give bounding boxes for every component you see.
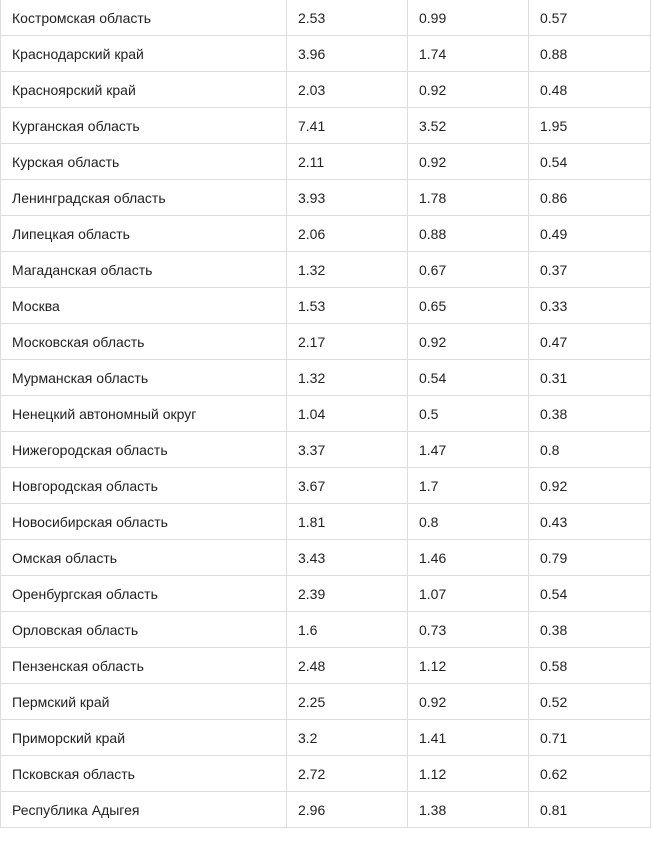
table-row <box>1 396 651 432</box>
region-cell: Липецкая область <box>1 216 287 252</box>
value-cell-2: 0.67 <box>408 252 529 288</box>
value-cell-1: 1.53 <box>287 288 408 324</box>
value-cell-1: 3.67 <box>287 468 408 504</box>
table-row <box>1 576 651 612</box>
value-cell-3: 0.92 <box>529 468 651 504</box>
value-cell-1: 2.53 <box>287 0 408 36</box>
value-cell-3: 0.8 <box>529 432 651 468</box>
region-cell: Краснодарский край <box>1 36 287 72</box>
value-cell-1: 3.37 <box>287 432 408 468</box>
value-cell-1: 7.41 <box>287 108 408 144</box>
value-cell-1: 3.43 <box>287 540 408 576</box>
table-row <box>1 720 651 756</box>
table-row <box>1 324 651 360</box>
value-cell-2: 1.41 <box>408 720 529 756</box>
value-cell-1: 1.32 <box>287 252 408 288</box>
region-cell: Магаданская область <box>1 252 287 288</box>
region-cell: Нижегородская область <box>1 432 287 468</box>
value-cell-1: 1.81 <box>287 504 408 540</box>
region-cell: Орловская область <box>1 612 287 648</box>
table-row <box>1 108 651 144</box>
value-cell-1: 2.06 <box>287 216 408 252</box>
region-cell: Псковская область <box>1 756 287 792</box>
value-cell-2: 0.73 <box>408 612 529 648</box>
value-cell-2: 3.52 <box>408 108 529 144</box>
value-cell-3: 0.88 <box>529 36 651 72</box>
value-cell-1: 2.96 <box>287 792 408 828</box>
value-cell-2: 1.47 <box>408 432 529 468</box>
table-row <box>1 288 651 324</box>
value-cell-2: 1.12 <box>408 648 529 684</box>
value-cell-2: 1.07 <box>408 576 529 612</box>
value-cell-1: 3.96 <box>287 36 408 72</box>
value-cell-3: 0.62 <box>529 756 651 792</box>
value-cell-1: 2.48 <box>287 648 408 684</box>
value-cell-2: 0.5 <box>408 396 529 432</box>
table-row <box>1 144 651 180</box>
region-cell: Оренбургская область <box>1 576 287 612</box>
table-row <box>1 72 651 108</box>
value-cell-3: 0.38 <box>529 396 651 432</box>
value-cell-3: 0.49 <box>529 216 651 252</box>
table-row <box>1 216 651 252</box>
value-cell-2: 0.92 <box>408 324 529 360</box>
value-cell-3: 0.58 <box>529 648 651 684</box>
table-row <box>1 756 651 792</box>
value-cell-1: 2.25 <box>287 684 408 720</box>
value-cell-2: 1.46 <box>408 540 529 576</box>
region-cell: Красноярский край <box>1 72 287 108</box>
region-cell: Новгородская область <box>1 468 287 504</box>
table-row <box>1 504 651 540</box>
value-cell-3: 0.71 <box>529 720 651 756</box>
table-row <box>1 540 651 576</box>
value-cell-3: 0.86 <box>529 180 651 216</box>
value-cell-2: 0.65 <box>408 288 529 324</box>
table-row <box>1 180 651 216</box>
table-row <box>1 252 651 288</box>
table-row <box>1 468 651 504</box>
value-cell-3: 0.37 <box>529 252 651 288</box>
value-cell-2: 1.7 <box>408 468 529 504</box>
value-cell-1: 3.93 <box>287 180 408 216</box>
value-cell-3: 1.95 <box>529 108 651 144</box>
value-cell-1: 1.04 <box>287 396 408 432</box>
table-row <box>1 684 651 720</box>
region-cell: Новосибирская область <box>1 504 287 540</box>
region-cell: Ленинградская область <box>1 180 287 216</box>
value-cell-3: 0.43 <box>529 504 651 540</box>
table-row <box>1 432 651 468</box>
region-cell: Москва <box>1 288 287 324</box>
value-cell-3: 0.47 <box>529 324 651 360</box>
value-cell-1: 2.17 <box>287 324 408 360</box>
value-cell-3: 0.81 <box>529 792 651 828</box>
value-cell-3: 0.57 <box>529 0 651 36</box>
table-row <box>1 648 651 684</box>
value-cell-2: 0.88 <box>408 216 529 252</box>
value-cell-3: 0.79 <box>529 540 651 576</box>
value-cell-3: 0.54 <box>529 576 651 612</box>
region-cell: Пермский край <box>1 684 287 720</box>
value-cell-3: 0.54 <box>529 144 651 180</box>
region-cell: Московская область <box>1 324 287 360</box>
value-cell-1: 2.03 <box>287 72 408 108</box>
region-cell: Ненецкий автономный округ <box>1 396 287 432</box>
value-cell-3: 0.33 <box>529 288 651 324</box>
value-cell-3: 0.52 <box>529 684 651 720</box>
table-row <box>1 36 651 72</box>
table-row <box>1 792 651 828</box>
value-cell-2: 1.38 <box>408 792 529 828</box>
value-cell-2: 1.74 <box>408 36 529 72</box>
value-cell-3: 0.48 <box>529 72 651 108</box>
table-row <box>1 360 651 396</box>
value-cell-1: 1.32 <box>287 360 408 396</box>
value-cell-2: 0.92 <box>408 72 529 108</box>
value-cell-2: 0.8 <box>408 504 529 540</box>
value-cell-3: 0.31 <box>529 360 651 396</box>
value-cell-2: 0.92 <box>408 684 529 720</box>
value-cell-1: 1.6 <box>287 612 408 648</box>
region-cell: Омская область <box>1 540 287 576</box>
value-cell-1: 2.72 <box>287 756 408 792</box>
value-cell-2: 1.12 <box>408 756 529 792</box>
value-cell-1: 2.11 <box>287 144 408 180</box>
value-cell-2: 0.92 <box>408 144 529 180</box>
value-cell-2: 1.78 <box>408 180 529 216</box>
region-cell: Приморский край <box>1 720 287 756</box>
value-cell-2: 0.54 <box>408 360 529 396</box>
table-row <box>1 0 651 36</box>
region-cell: Курская область <box>1 144 287 180</box>
region-cell: Костромская область <box>1 0 287 36</box>
value-cell-1: 2.39 <box>287 576 408 612</box>
value-cell-3: 0.38 <box>529 612 651 648</box>
value-cell-1: 3.2 <box>287 720 408 756</box>
value-cell-2: 0.99 <box>408 0 529 36</box>
region-cell: Республика Адыгея <box>1 792 287 828</box>
region-cell: Мурманская область <box>1 360 287 396</box>
table-body <box>1 0 651 828</box>
region-cell: Курганская область <box>1 108 287 144</box>
table-row <box>1 612 651 648</box>
region-cell: Пензенская область <box>1 648 287 684</box>
